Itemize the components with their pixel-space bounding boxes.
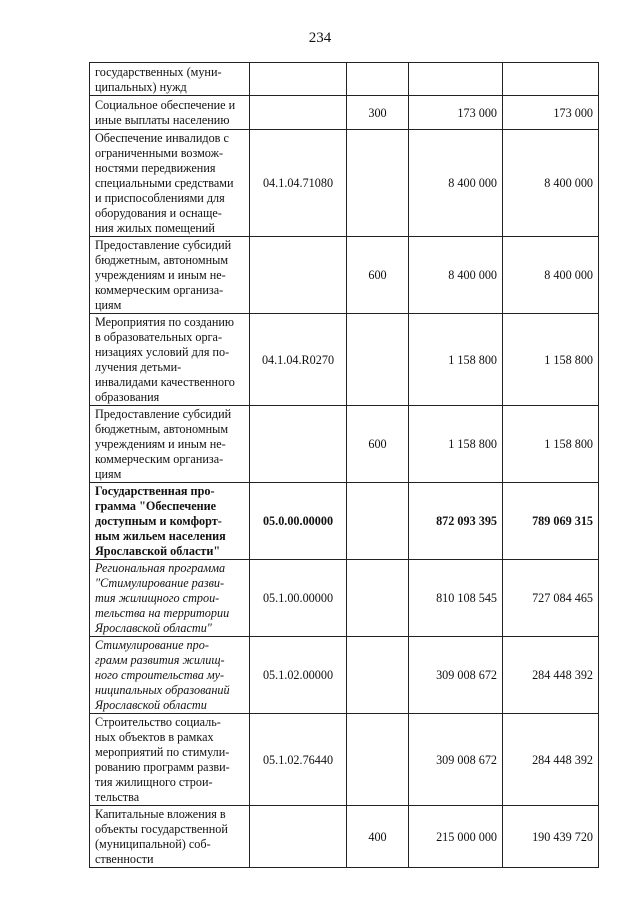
row-code-cell: 04.1.04.71080: [250, 130, 347, 237]
row-amount-year1-cell: 215 000 000: [409, 806, 503, 868]
row-code-cell: 05.0.00.00000: [250, 483, 347, 560]
row-name-cell: Социальное обеспечение и иные выплаты населению: [90, 96, 250, 130]
row-amount-year1-cell: 8 400 000: [409, 237, 503, 314]
row-expense-type-cell: [347, 63, 409, 96]
row-amount-year2-cell: 173 000: [503, 96, 599, 130]
row-code-cell: [250, 96, 347, 130]
table-row: [90, 806, 599, 868]
row-expense-type-cell: 300: [347, 96, 409, 130]
row-expense-type-cell: [347, 314, 409, 406]
row-amount-year2-cell: 1 158 800: [503, 314, 599, 406]
row-expense-type-cell: 600: [347, 406, 409, 483]
row-name-cell: Обеспечение инвалидов с ограниченными возмож- ностями передвижения специальными средствами и приспособлениями для оборудования и оснаще- ния жилых помещений: [90, 130, 250, 237]
row-amount-year2-cell: 284 448 392: [503, 637, 599, 714]
row-amount-year1-cell: 8 400 000: [409, 130, 503, 237]
row-amount-year1-cell: 872 093 395: [409, 483, 503, 560]
row-code-cell: 05.1.02.00000: [250, 637, 347, 714]
table-row: [90, 406, 599, 483]
row-expense-type-cell: 600: [347, 237, 409, 314]
table-row: [90, 237, 599, 314]
row-expense-type-cell: 400: [347, 806, 409, 868]
row-amount-year1-cell: [409, 63, 503, 96]
row-amount-year2-cell: 190 439 720: [503, 806, 599, 868]
row-code-cell: [250, 806, 347, 868]
row-amount-year2-cell: [503, 63, 599, 96]
row-expense-type-cell: [347, 130, 409, 237]
table-row: [90, 560, 599, 637]
table-row: [90, 637, 599, 714]
row-name-cell: Строительство социаль- ных объектов в рамках мероприятий по стимули- рованию программ разви- тия жилищного строи- тельства: [90, 714, 250, 806]
row-code-cell: 05.1.02.76440: [250, 714, 347, 806]
row-name-cell: Капитальные вложения в объекты государственной (муниципальной) соб- ственности: [90, 806, 250, 868]
row-amount-year1-cell: 1 158 800: [409, 314, 503, 406]
table-row: [90, 96, 599, 130]
page-number: 234: [308, 30, 332, 46]
row-amount-year1-cell: 309 008 672: [409, 714, 503, 806]
row-code-cell: 05.1.00.00000: [250, 560, 347, 637]
row-name-cell: Государственная про- грамма "Обеспечение доступным и комфорт- ным жильем населения Ярославской области": [90, 483, 250, 560]
row-amount-year2-cell: 1 158 800: [503, 406, 599, 483]
row-name-cell: Предоставление субсидий бюджетным, автономным учреждениям и иным не- коммерческим организа- циям: [90, 237, 250, 314]
table-row: [90, 314, 599, 406]
row-expense-type-cell: [347, 714, 409, 806]
row-code-cell: [250, 406, 347, 483]
row-amount-year1-cell: 173 000: [409, 96, 503, 130]
row-amount-year1-cell: 309 008 672: [409, 637, 503, 714]
row-code-cell: [250, 63, 347, 96]
table-row: [90, 130, 599, 237]
row-amount-year2-cell: 8 400 000: [503, 130, 599, 237]
row-amount-year1-cell: 1 158 800: [409, 406, 503, 483]
row-amount-year1-cell: 810 108 545: [409, 560, 503, 637]
row-name-cell: Мероприятия по созданию в образовательных орга- низациях условий для по- лучения детьми- инвалидами качественного образования: [90, 314, 250, 406]
row-name-cell: государственных (муни- ципальных) нужд: [90, 63, 250, 96]
table-row: [90, 483, 599, 560]
budget-table: [89, 62, 599, 868]
row-code-cell: 04.1.04.R0270: [250, 314, 347, 406]
row-expense-type-cell: [347, 483, 409, 560]
row-amount-year2-cell: 727 084 465: [503, 560, 599, 637]
row-expense-type-cell: [347, 560, 409, 637]
row-expense-type-cell: [347, 637, 409, 714]
row-amount-year2-cell: 789 069 315: [503, 483, 599, 560]
row-name-cell: Региональная программа "Стимулирование разви- тия жилищного строи- тельства на территории Ярославской области": [90, 560, 250, 637]
table-row: [90, 63, 599, 96]
table-row: [90, 714, 599, 806]
row-code-cell: [250, 237, 347, 314]
row-amount-year2-cell: 284 448 392: [503, 714, 599, 806]
row-name-cell: Предоставление субсидий бюджетным, автономным учреждениям и иным не- коммерческим организа- циям: [90, 406, 250, 483]
row-name-cell: Стимулирование про- грамм развития жилищ- ного строительства му- ниципальных образований Ярославской области: [90, 637, 250, 714]
row-amount-year2-cell: 8 400 000: [503, 237, 599, 314]
